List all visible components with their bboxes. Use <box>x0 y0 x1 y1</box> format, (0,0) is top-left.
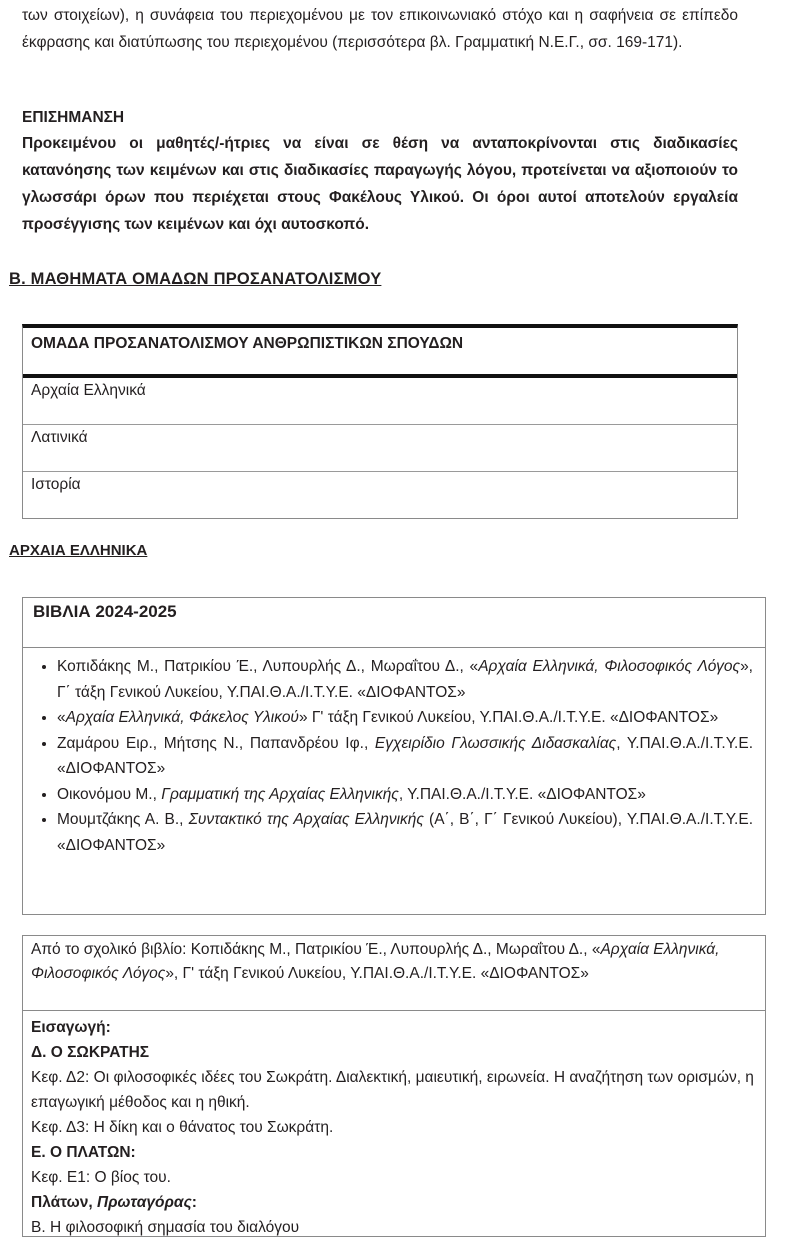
syllabus-box <box>22 935 766 1237</box>
chapter-d3: Κεφ. Δ3: Η δίκη και ο θάνατος του Σωκράτη. <box>31 1119 334 1136</box>
group-row-latin: Λατινικά <box>23 425 737 472</box>
section-b-heading: Β. ΜΑΘΗΜΑΤΑ ΟΜΑΔΩΝ ΠΡΟΣΑΝΑΤΟΛΙΣΜΟΥ <box>9 270 382 288</box>
book-item: • «Αρχαία Ελληνικά, Φάκελος Υλικού» Γ' τάξη Γενικού Λυκείου, Υ.ΠΑΙ.Θ.Α./Ι.Τ.Υ.Ε. «ΔΙΟΦΑΝΤΟΣ» <box>57 705 753 731</box>
chapter-d2: Κεφ. Δ2: Οι φιλοσοφικές ιδέες του Σωκράτη. Διαλεκτική, μαιευτική, ειρωνεία. Η αναζήτηση των ορισμών, η επαγωγική μέθοδος και η ηθική. <box>31 1069 754 1111</box>
socrates-title: Δ. Ο ΣΩΚΡΑΤΗΣ <box>31 1044 150 1061</box>
syllabus-content <box>23 1011 765 1240</box>
books-list <box>23 648 765 858</box>
note-text: Προκειμένου οι μαθητές/-ήτριες να είναι σε θέση να ανταποκρίνονται στις διαδικασίες κατανόησης των κειμένων και στις διαδικασίες παραγωγής λόγου, προτείνεται να αξιοποιούν το γλωσσάρι όρων που περιέχεται στους Φακέλους Υλικού. Οι όροι αυτοί αποτελούν εργαλεία προσέγγισης των κειμένων και όχι αυτοσκοπό. <box>22 135 738 233</box>
books-title: ΒΙΒΛΙΑ 2024-2025 <box>23 598 765 648</box>
source-book: Από το σχολικό βιβλίο: Κοπιδάκης Μ., Πατρικίου Έ., Λυπουρλής Δ., Μωραΐτου Δ., «Αρχαία Ελληνικά, Φιλοσοφικός Λόγος», Γ' τάξη Γενικού Λυκείου, Υ.ΠΑΙ.Θ.Α./Ι.Τ.Υ.Ε. «ΔΙΟΦΑΝΤΟΣ» <box>23 936 765 1011</box>
chapter-e1: Κεφ. Ε1: Ο βίος του. <box>31 1169 171 1186</box>
books-box <box>22 597 766 915</box>
book-item: • Κοπιδάκης Μ., Πατρικίου Έ., Λυπουρλής Δ., Μωραΐτου Δ., «Αρχαία Ελληνικά, Φιλοσοφικός Λόγος», Γ΄ τάξη Γενικού Λυκείου, Υ.ΠΑΙ.Θ.Α./Ι.Τ.Υ.Ε. «ΔΙΟΦΑΝΤΟΣ» <box>57 654 753 705</box>
intro-paragraph: των στοιχείων), η συνάφεια του περιεχομένου με τον επικοινωνιακό στόχο και η σαφήνεια σε επίπεδο έκφρασης και διατύπωσης του περιεχομένου (περισσότερα βλ. Γραμματική Ν.Ε.Γ., σσ. 169-171). <box>22 7 738 51</box>
ancient-greek-heading: ΑΡΧΑΙΑ ΕΛΛΗΝΙΚΑ <box>9 542 148 559</box>
plato-title: Ε. Ο ΠΛΑΤΩΝ: <box>31 1144 136 1161</box>
book-item: • Μουμτζάκης Α. Β., Συντακτικό της Αρχαίας Ελληνικής (Α΄, Β΄, Γ΄ Γενικού Λυκείου), Υ.ΠΑΙ.Θ.Α./Ι.Τ.Υ.Ε. «ΔΙΟΦΑΝΤΟΣ» <box>57 807 753 858</box>
book-item: • Οικονόμου Μ., Γραμματική της Αρχαίας Ελληνικής, Υ.ΠΑΙ.Θ.Α./Ι.Τ.Υ.Ε. «ΔΙΟΦΑΝΤΟΣ» <box>57 782 753 808</box>
group-row-ancient-greek: Αρχαία Ελληνικά <box>23 378 737 425</box>
intro-label: Εισαγωγή: <box>31 1019 111 1036</box>
book-item: • Ζαμάρου Ειρ., Μήτσης Ν., Παπανδρέου Ιφ., Εγχειρίδιο Γλωσσικής Διδασκαλίας, Υ.ΠΑΙ.Θ.Α./Ι.Τ.Υ.Ε. «ΔΙΟΦΑΝΤΟΣ» <box>57 731 753 782</box>
protagoras-heading: Πλάτων, Πρωταγόρας: <box>31 1194 197 1211</box>
orientation-group-table <box>22 324 738 519</box>
note-title: ΕΠΙΣΗΜΑΝΣΗ <box>22 109 125 126</box>
protagoras-section-b: Β. Η φιλοσοφική σημασία του διαλόγου <box>31 1219 300 1236</box>
group-row-history: Ιστορία <box>31 476 81 493</box>
group-table-header: ΟΜΑΔΑ ΠΡΟΣΑΝΑΤΟΛΙΣΜΟΥ ΑΝΘΡΩΠΙΣΤΙΚΩΝ ΣΠΟΥΔΩΝ <box>23 328 737 378</box>
